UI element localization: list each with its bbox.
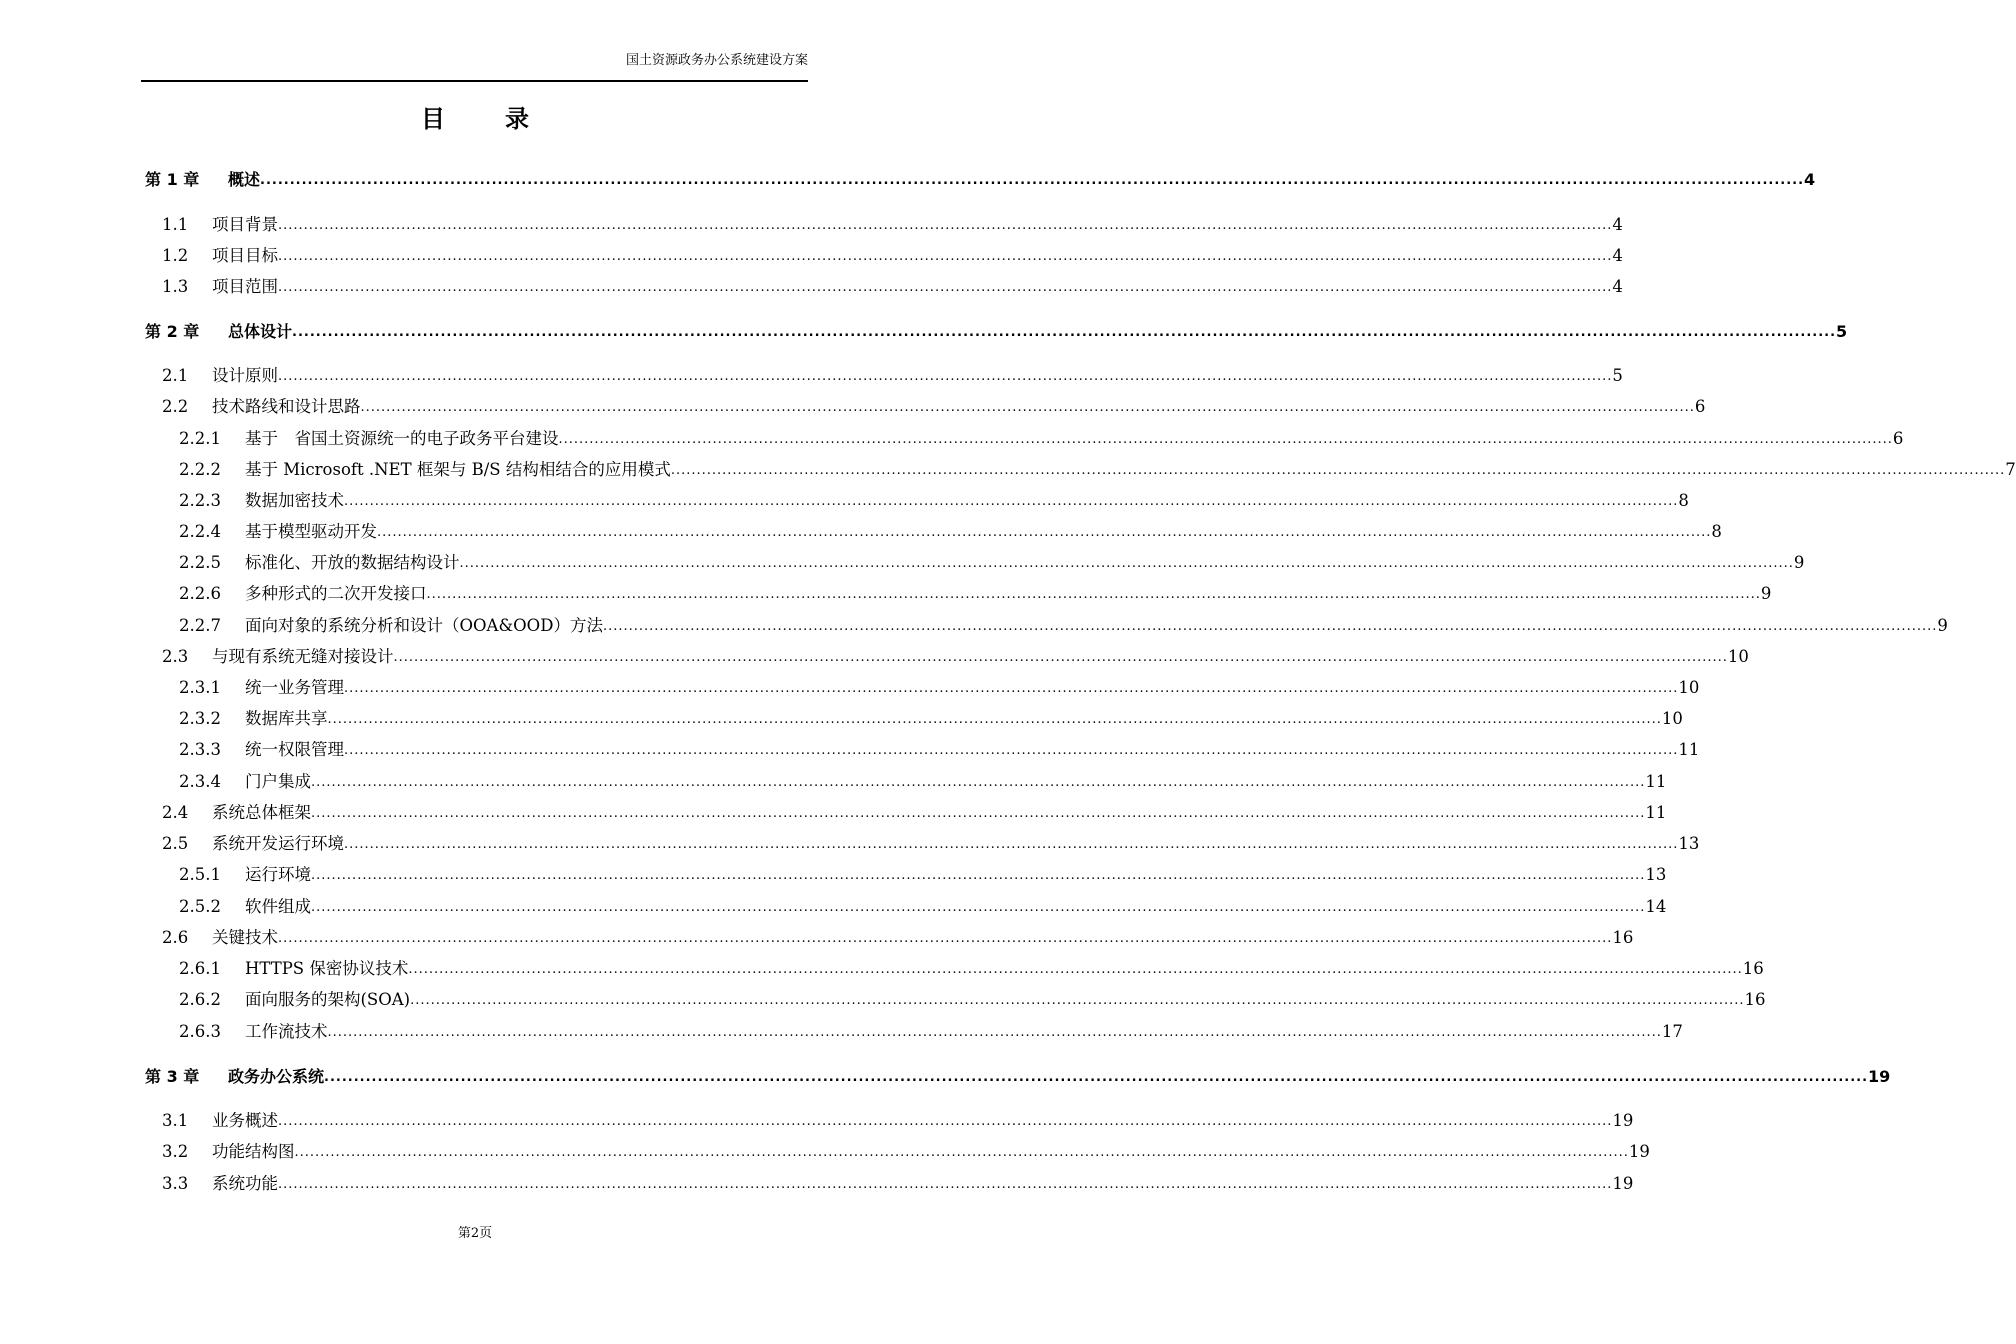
toc-entry-page: 13 [1645, 865, 1667, 884]
toc-entry-page: 11 [1678, 740, 1700, 759]
toc-entry[interactable] [0, 275, 1623, 299]
toc-entry-number: 2.6 [162, 928, 189, 947]
toc-entry[interactable] [0, 676, 1700, 700]
toc-entry-label: 项目范围 [212, 277, 278, 296]
toc-entry-page: 8 [1678, 491, 1689, 510]
toc-dot-leader: .................................................................................................................................................................................................................................................................... [278, 218, 1613, 233]
toc-entry-number: 2.2.6 [179, 584, 221, 603]
toc-entry-page: 17 [1661, 1022, 1683, 1041]
toc-entry-page: 19 [1612, 1174, 1634, 1193]
toc-entry-number: 2.3 [162, 647, 189, 666]
toc-entry-page: 19 [1868, 1067, 1891, 1086]
toc-entry-label: 数据库共享 [245, 709, 328, 728]
toc-entry-number: 2.6.2 [179, 990, 221, 1009]
toc-entry-number: 2.5 [162, 834, 189, 853]
toc-entry-number: 第 3 章 [145, 1067, 200, 1086]
toc-entry-page: 4 [1612, 215, 1623, 234]
toc-dot-leader: .................................................................................................................................................................................................................................................................... [327, 712, 1662, 727]
toc-title: 目 录 [421, 105, 547, 133]
toc-entry[interactable] [0, 832, 1700, 856]
toc-entry-label: 项目目标 [212, 246, 278, 265]
toc-entry-number: 2.3.2 [179, 709, 221, 728]
toc-entry[interactable] [0, 1172, 1634, 1196]
toc-dot-leader: .................................................................................................................................................................................................................................................................... [260, 173, 1805, 188]
toc-entry-label: 标准化、开放的数据结构设计 [245, 553, 460, 572]
toc-entry[interactable] [0, 1140, 1650, 1164]
toc-entry-number: 2.4 [162, 803, 189, 822]
toc-entry-page: 6 [1694, 397, 1706, 416]
toc-entry-number: 2.5.1 [179, 865, 221, 884]
toc-entry-page: 16 [1744, 990, 1766, 1009]
toc-dot-leader: .................................................................................................................................................................................................................................................................... [426, 587, 1761, 602]
toc-entry-label: 概述 [228, 170, 261, 189]
toc-entry-page: 13 [1678, 834, 1700, 853]
toc-entry-number: 2.6.3 [179, 1022, 221, 1041]
toc-entry-label: 统一权限管理 [245, 740, 344, 759]
toc-entry-page: 10 [1678, 678, 1700, 697]
toc-dot-leader: .................................................................................................................................................................................................................................................................... [344, 837, 1679, 852]
header-rule [141, 80, 808, 82]
toc-entry[interactable] [0, 551, 1805, 575]
toc-entry-number: 2.1 [162, 366, 189, 385]
toc-entry-label: 统一业务管理 [245, 678, 344, 697]
toc-dot-leader: .................................................................................................................................................................................................................................................................... [459, 556, 1794, 571]
toc-entry-page: 5 [1836, 322, 1848, 341]
toc-entry-page: 8 [1711, 522, 1722, 541]
toc-entry-label: 功能结构图 [212, 1142, 295, 1161]
toc-entry[interactable] [0, 582, 1772, 606]
toc-entry-number: 3.3 [162, 1174, 189, 1193]
toc-entry-page: 19 [1612, 1111, 1634, 1130]
toc-entry[interactable] [0, 614, 1948, 638]
toc-entry[interactable] [0, 213, 1623, 237]
toc-entry-number: 1.2 [162, 246, 189, 265]
toc-entry-number: 2.3.1 [179, 678, 221, 697]
toc-dot-leader: .................................................................................................................................................................................................................................................................... [311, 900, 1646, 915]
toc-entry-number: 2.2.5 [179, 553, 221, 572]
toc-entry[interactable] [0, 244, 1623, 268]
toc-entry-label: 基于模型驱动开发 [245, 522, 377, 541]
toc-entry[interactable] [0, 738, 1700, 762]
toc-entry-page: 9 [1793, 553, 1805, 572]
toc-entry[interactable] [0, 489, 1689, 513]
toc-entry-number: 2.5.2 [179, 897, 221, 916]
toc-entry[interactable] [0, 1109, 1634, 1133]
toc-entry-label: 系统开发运行环境 [212, 834, 344, 853]
toc-entry-page: 10 [1661, 709, 1683, 728]
toc-entry[interactable] [0, 364, 1623, 388]
toc-entry-page: 4 [1612, 246, 1623, 265]
toc-entry-page: 11 [1645, 803, 1667, 822]
toc-entry-number: 第 1 章 [145, 170, 200, 189]
toc-entry-label: 基于 Microsoft .NET 框架与 B/S 结构相结合的应用模式 [245, 460, 671, 479]
toc-entry[interactable] [0, 770, 1667, 794]
toc-entry-page: 9 [1937, 616, 1948, 635]
toc-dot-leader: .................................................................................................................................................................................................................................................................... [278, 280, 1613, 295]
toc-entry-number: 2.2.2 [179, 460, 221, 479]
toc-dot-leader: .................................................................................................................................................................................................................................................................... [278, 369, 1613, 384]
toc-entry[interactable] [0, 895, 1667, 919]
toc-dot-leader: .................................................................................................................................................................................................................................................................... [360, 400, 1695, 415]
toc-entry-label: 系统总体框架 [212, 803, 311, 822]
toc-dot-leader: .................................................................................................................................................................................................................................................................... [670, 463, 2006, 478]
toc-entry-label: 技术路线和设计思路 [212, 397, 361, 416]
toc-entry[interactable] [0, 707, 1683, 731]
toc-entry-label: 业务概述 [212, 1111, 278, 1130]
toc-chapter-entry[interactable] [0, 320, 1848, 344]
toc-entry-page: 5 [1612, 366, 1623, 385]
toc-dot-leader: .................................................................................................................................................................................................................................................................... [602, 619, 1938, 634]
toc-entry[interactable] [0, 458, 2016, 482]
toc-dot-leader: .................................................................................................................................................................................................................................................................... [311, 806, 1646, 821]
toc-entry-page: 16 [1742, 959, 1764, 978]
toc-entry-label: 基于 省国土资源统一的电子政务平台建设 [245, 429, 559, 448]
toc-entry-number: 2.2 [162, 397, 189, 416]
toc-entry-label: 软件组成 [245, 897, 311, 916]
toc-entry-number: 2.2.7 [179, 616, 221, 635]
toc-entry-label: 设计原则 [212, 366, 278, 385]
toc-entry[interactable] [0, 957, 1764, 981]
toc-chapter-entry[interactable] [0, 1065, 1891, 1089]
toc-entry-page: 16 [1612, 928, 1634, 947]
toc-entry-label: 面向服务的架构(SOA) [245, 990, 411, 1009]
toc-dot-leader: .................................................................................................................................................................................................................................................................... [410, 993, 1745, 1008]
toc-entry-page: 4 [1804, 170, 1816, 189]
toc-entry-label: 工作流技术 [245, 1022, 328, 1041]
toc-entry[interactable] [0, 988, 1766, 1012]
toc-entry-number: 3.2 [162, 1142, 189, 1161]
toc-dot-leader: .................................................................................................................................................................................................................................................................... [311, 775, 1646, 790]
toc-entry[interactable] [0, 645, 1749, 669]
toc-entry-label: 系统功能 [212, 1174, 278, 1193]
toc-entry[interactable] [0, 520, 1722, 544]
toc-entry-label: 关键技术 [212, 928, 278, 947]
toc-entry[interactable] [0, 1020, 1683, 1044]
running-header: 国土资源政务办公系统建设方案 [625, 53, 808, 68]
toc-dot-leader: .................................................................................................................................................................................................................................................................... [408, 962, 1743, 977]
toc-entry-label: 门户集成 [245, 772, 311, 791]
toc-entry[interactable] [0, 427, 1904, 451]
toc-entry-label: 与现有系统无缝对接设计 [212, 647, 394, 666]
toc-entry[interactable] [0, 801, 1667, 825]
toc-chapter-entry[interactable] [0, 168, 1816, 192]
toc-entry-page: 7 [2005, 460, 2016, 479]
toc-dot-leader: .................................................................................................................................................................................................................................................................... [278, 1177, 1613, 1192]
toc-entry-number: 2.3.4 [179, 772, 221, 791]
toc-entry-page: 11 [1645, 772, 1667, 791]
toc-entry-number: 1.1 [162, 215, 189, 234]
toc-entry-page: 14 [1645, 897, 1667, 916]
toc-dot-leader: .................................................................................................................................................................................................................................................................... [311, 868, 1646, 883]
toc-entry-page: 9 [1760, 584, 1772, 603]
toc-dot-leader: .................................................................................................................................................................................................................................................................... [327, 1025, 1662, 1040]
toc-entry-label: 政务办公系统 [228, 1067, 325, 1086]
toc-entry-number: 2.3.3 [179, 740, 221, 759]
toc-dot-leader: .................................................................................................................................................................................................................................................................... [344, 494, 1679, 509]
toc-entry-number: 2.6.1 [179, 959, 221, 978]
toc-entry-number: 1.3 [162, 277, 189, 296]
toc-dot-leader: .................................................................................................................................................................................................................................................................... [344, 681, 1679, 696]
toc-entry-number: 2.2.4 [179, 522, 221, 541]
toc-entry-label: 面向对象的系统分析和设计（OOA&OOD）方法 [245, 616, 603, 635]
toc-dot-leader: .................................................................................................................................................................................................................................................................... [324, 1070, 1869, 1085]
toc-entry-page: 19 [1628, 1142, 1650, 1161]
page-footer: 第2页 [457, 1226, 493, 1241]
toc-entry-number: 2.2.3 [179, 491, 221, 510]
toc-entry-number: 2.2.1 [179, 429, 221, 448]
toc-dot-leader: .................................................................................................................................................................................................................................................................... [377, 525, 1712, 540]
toc-entry-number: 第 2 章 [145, 322, 200, 341]
toc-dot-leader: .................................................................................................................................................................................................................................................................... [278, 249, 1613, 264]
toc-dot-leader: .................................................................................................................................................................................................................................................................... [278, 931, 1613, 946]
toc-dot-leader: .................................................................................................................................................................................................................................................................... [292, 325, 1837, 340]
toc-entry[interactable] [0, 863, 1667, 887]
toc-entry[interactable] [0, 395, 1706, 419]
toc-entry-page: 4 [1612, 277, 1623, 296]
toc-entry-label: 总体设计 [228, 322, 293, 341]
toc-dot-leader: .................................................................................................................................................................................................................................................................... [294, 1145, 1629, 1160]
toc-entry-page: 6 [1892, 429, 1904, 448]
toc-dot-leader: .................................................................................................................................................................................................................................................................... [278, 1114, 1613, 1129]
toc-entry-number: 3.1 [162, 1111, 189, 1130]
toc-dot-leader: .................................................................................................................................................................................................................................................................... [393, 650, 1728, 665]
toc-entry-label: HTTPS 保密协议技术 [245, 959, 409, 978]
toc-dot-leader: .................................................................................................................................................................................................................................................................... [344, 743, 1679, 758]
toc-entry-label: 多种形式的二次开发接口 [245, 584, 427, 603]
toc-entry-label: 运行环境 [245, 865, 311, 884]
toc-entry-label: 数据加密技术 [245, 491, 344, 510]
toc-entry-page: 10 [1727, 647, 1749, 666]
toc-dot-leader: .................................................................................................................................................................................................................................................................... [558, 432, 1893, 447]
toc-entry-label: 项目背景 [212, 215, 278, 234]
toc-entry[interactable] [0, 926, 1634, 950]
